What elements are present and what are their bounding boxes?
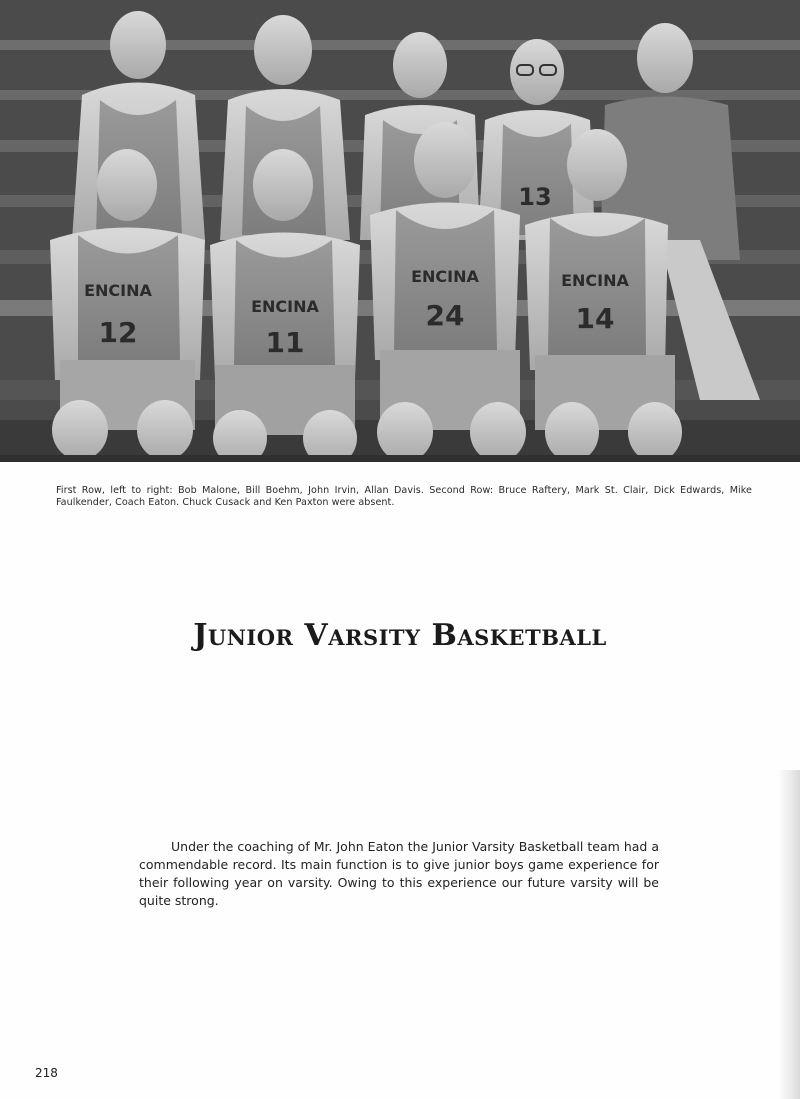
jersey-lettering: ENCINA: [411, 267, 479, 286]
team-photo: [0, 0, 800, 462]
jersey-number: 13: [518, 183, 552, 211]
page-number: 218: [35, 1066, 58, 1080]
jersey-lettering: ENCINA: [561, 271, 629, 290]
jersey-lettering: ENCINA: [251, 297, 319, 316]
jersey-number: 11: [265, 326, 305, 359]
photo-caption: First Row, left to right: Bob Malone, Bill Boehm, John Irvin, Allan Davis. Second Row: Bruce Raftery, Mark St. Clair, Dick Edwards, Mike Faulkender, Coach Eaton. Chuck Cusack and Ken Paxton were absent.: [56, 484, 752, 508]
page-title: Junior Varsity Basketball: [193, 618, 607, 654]
jersey-number: 24: [425, 299, 465, 332]
jersey-lettering: ENCINA: [84, 281, 152, 300]
jersey-number: 14: [575, 302, 615, 335]
team-photo-illustration: [0, 0, 800, 462]
jersey-number: 12: [98, 316, 138, 349]
page-edge-shadow: [778, 770, 800, 1099]
body-paragraph: Under the coaching of Mr. John Eaton the Junior Varsity Basketball team had a commendable record. Its main function is to give junior boys game experience for their following year on varsity. Owing to this experience our future varsity will be quite strong.: [139, 838, 659, 908]
